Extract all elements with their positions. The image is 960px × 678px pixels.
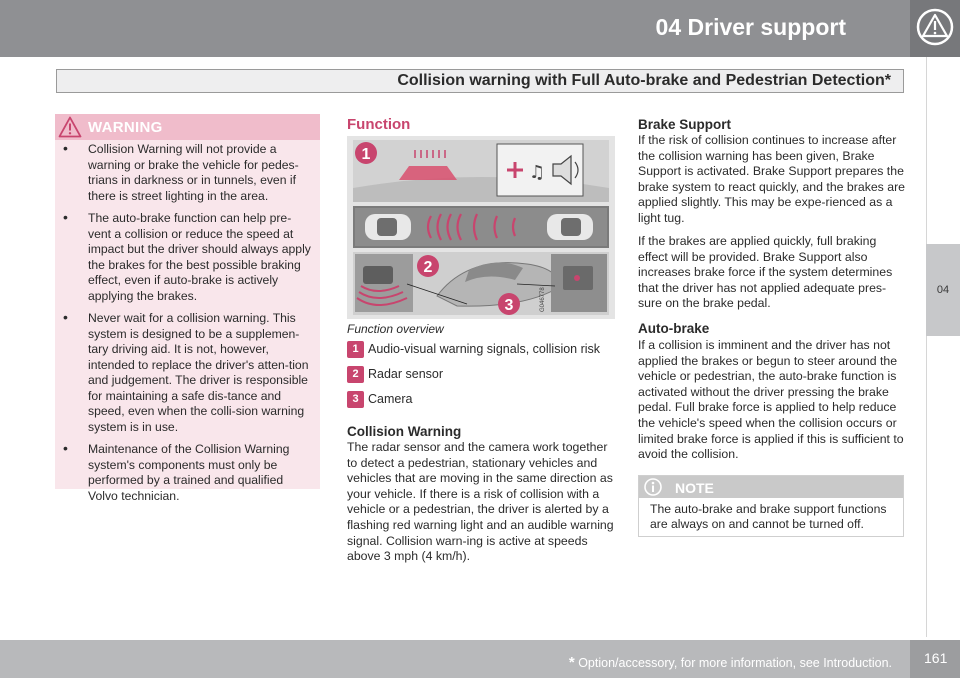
section-title: Collision warning with Full Auto-brake and Pedestrian Detection* [397, 72, 891, 89]
warning-item-text: Maintenance of the Collision Warning system's components must only be performed by a trained and qualified Volvo technician. [88, 442, 290, 503]
footer-band [0, 640, 910, 678]
warning-item-text: Never wait for a collision warning. This system is designed to be a supplemen-tary driving aid. It is not, however, intended to replace the driver's atten-tion and judgement. The driver is responsible for maintaining a safe dis-tance and speed, even when the colli-sion warning system is in use. [88, 311, 309, 434]
svg-text:1: 1 [361, 146, 371, 163]
note-label: NOTE [675, 480, 714, 496]
page-number-box [910, 640, 960, 678]
brake-support-para-2: If the brakes are applied quickly, full braking effect will be provided. Brake Support also increases brake force if the system determines that the driver has not applied adequate pres-sure on the brake pedal. [638, 234, 893, 311]
collision-warning-heading: Collision Warning [347, 424, 462, 439]
warning-item: • The auto-brake function can help pre-vent a collision or reduce the speed at impact but the driver should always apply the brakes for the best possible braking effect, even if auto-brake is actively applying the brakes. [63, 209, 311, 303]
warning-label: WARNING [88, 119, 163, 136]
svg-text:3: 3 [504, 297, 514, 314]
page-number: 161 [924, 650, 948, 666]
warning-icon [58, 116, 82, 138]
function-overview-figure [347, 136, 615, 319]
warning-triangle-icon [916, 6, 954, 48]
legend-label: Radar sensor [368, 366, 444, 381]
warning-box [55, 114, 320, 503]
legend-item [347, 391, 412, 408]
warning-list [55, 142, 320, 511]
note-header [639, 476, 903, 498]
warning-item-text: The auto-brake function can help pre-vent a collision or reduce the speed at impact but the driver should always apply the brakes for the best possible braking effect, even if auto-brake is actively applying the brakes. [88, 211, 311, 303]
figure-caption: Function overview [347, 322, 444, 336]
legend-label: Audio-visual warning signals, collision risk [368, 341, 601, 356]
side-rule [926, 57, 927, 637]
footnote-star: * [568, 654, 575, 671]
svg-text:2: 2 [423, 259, 433, 276]
footnote [569, 654, 892, 671]
chapter-header [0, 0, 910, 57]
legend-item [347, 366, 443, 383]
legend-number: 2 [347, 366, 364, 383]
svg-text:♫: ♫ [529, 162, 546, 183]
figure-code: G046778 [540, 287, 546, 312]
chapter-icon-box [910, 0, 960, 57]
chapter-side-tab: 04 [926, 244, 960, 336]
note-box [638, 475, 904, 537]
auto-brake-body: If a collision is imminent and the driver has not applied the brakes or begun to steer around the vehicle or pedestrian, the auto-brake function is activated without the driver pressing the brake pedal. Full brake force is applied to help reduce the vehicle's speed when the collision occurs or limited brake force is applied if this is sufficient to avoid the collision. [638, 338, 904, 462]
auto-brake-heading: Auto-brake [638, 321, 710, 336]
section-title-bar [56, 69, 904, 93]
chapter-title: 04 Driver support [655, 14, 846, 40]
warning-header [55, 114, 320, 140]
warning-item: • Maintenance of the Collision Warning system's components must only be performed by a trained and qualified Volvo technician. [63, 440, 290, 503]
warning-item: • Never wait for a collision warning. This system is designed to be a supplemen-tary driving aid. It is not, however, intended to replace the driver's atten-tion and judgement. The driver is responsible for maintaining a safe dis-tance and speed, even when the colli-sion warning system is in use. [63, 309, 309, 434]
brake-support-para-1: If the risk of collision continues to increase after the collision warning has been given, Brake Support is activated. Brake Support prepares the brake system to react quickly, and the brakes are applied slightly. This may be expe-rienced as a light tug. [638, 133, 906, 225]
warning-item-text: Collision Warning will not provide a warning or brake the vehicle for pedes-trians in darkness or in tunnels, even if there is street lighting in the area. [88, 142, 299, 203]
legend-item [347, 341, 600, 358]
legend-number: 3 [347, 391, 364, 408]
brake-support-heading: Brake Support [638, 117, 732, 132]
legend-label: Camera [368, 391, 413, 406]
footnote-text: Option/accessory, for more information, see Introduction. [578, 656, 892, 670]
warning-item: • Collision Warning will not provide a warning or brake the vehicle for pedes-trians in darkness or in tunnels, even if there is street lighting in the area. [63, 140, 299, 203]
collision-warning-body: The radar sensor and the camera work together to detect a pedestrian, stationary vehicles and vehicles that are moving in the same direction as your vehicle. If there is a risk of collision with a vehicle or a pedestrian, the driver is alerted by a flashing red warning light and an audible warning signal. Collision warn-ing is active at speeds above 3 mph (4 km/h). [347, 440, 614, 564]
function-overview-illustration [347, 136, 615, 319]
info-icon [643, 478, 663, 496]
legend-number: 1 [347, 341, 364, 358]
function-heading: Function [347, 116, 411, 133]
note-text: The auto-brake and brake support functions are always on and cannot be turned off. [650, 502, 887, 531]
